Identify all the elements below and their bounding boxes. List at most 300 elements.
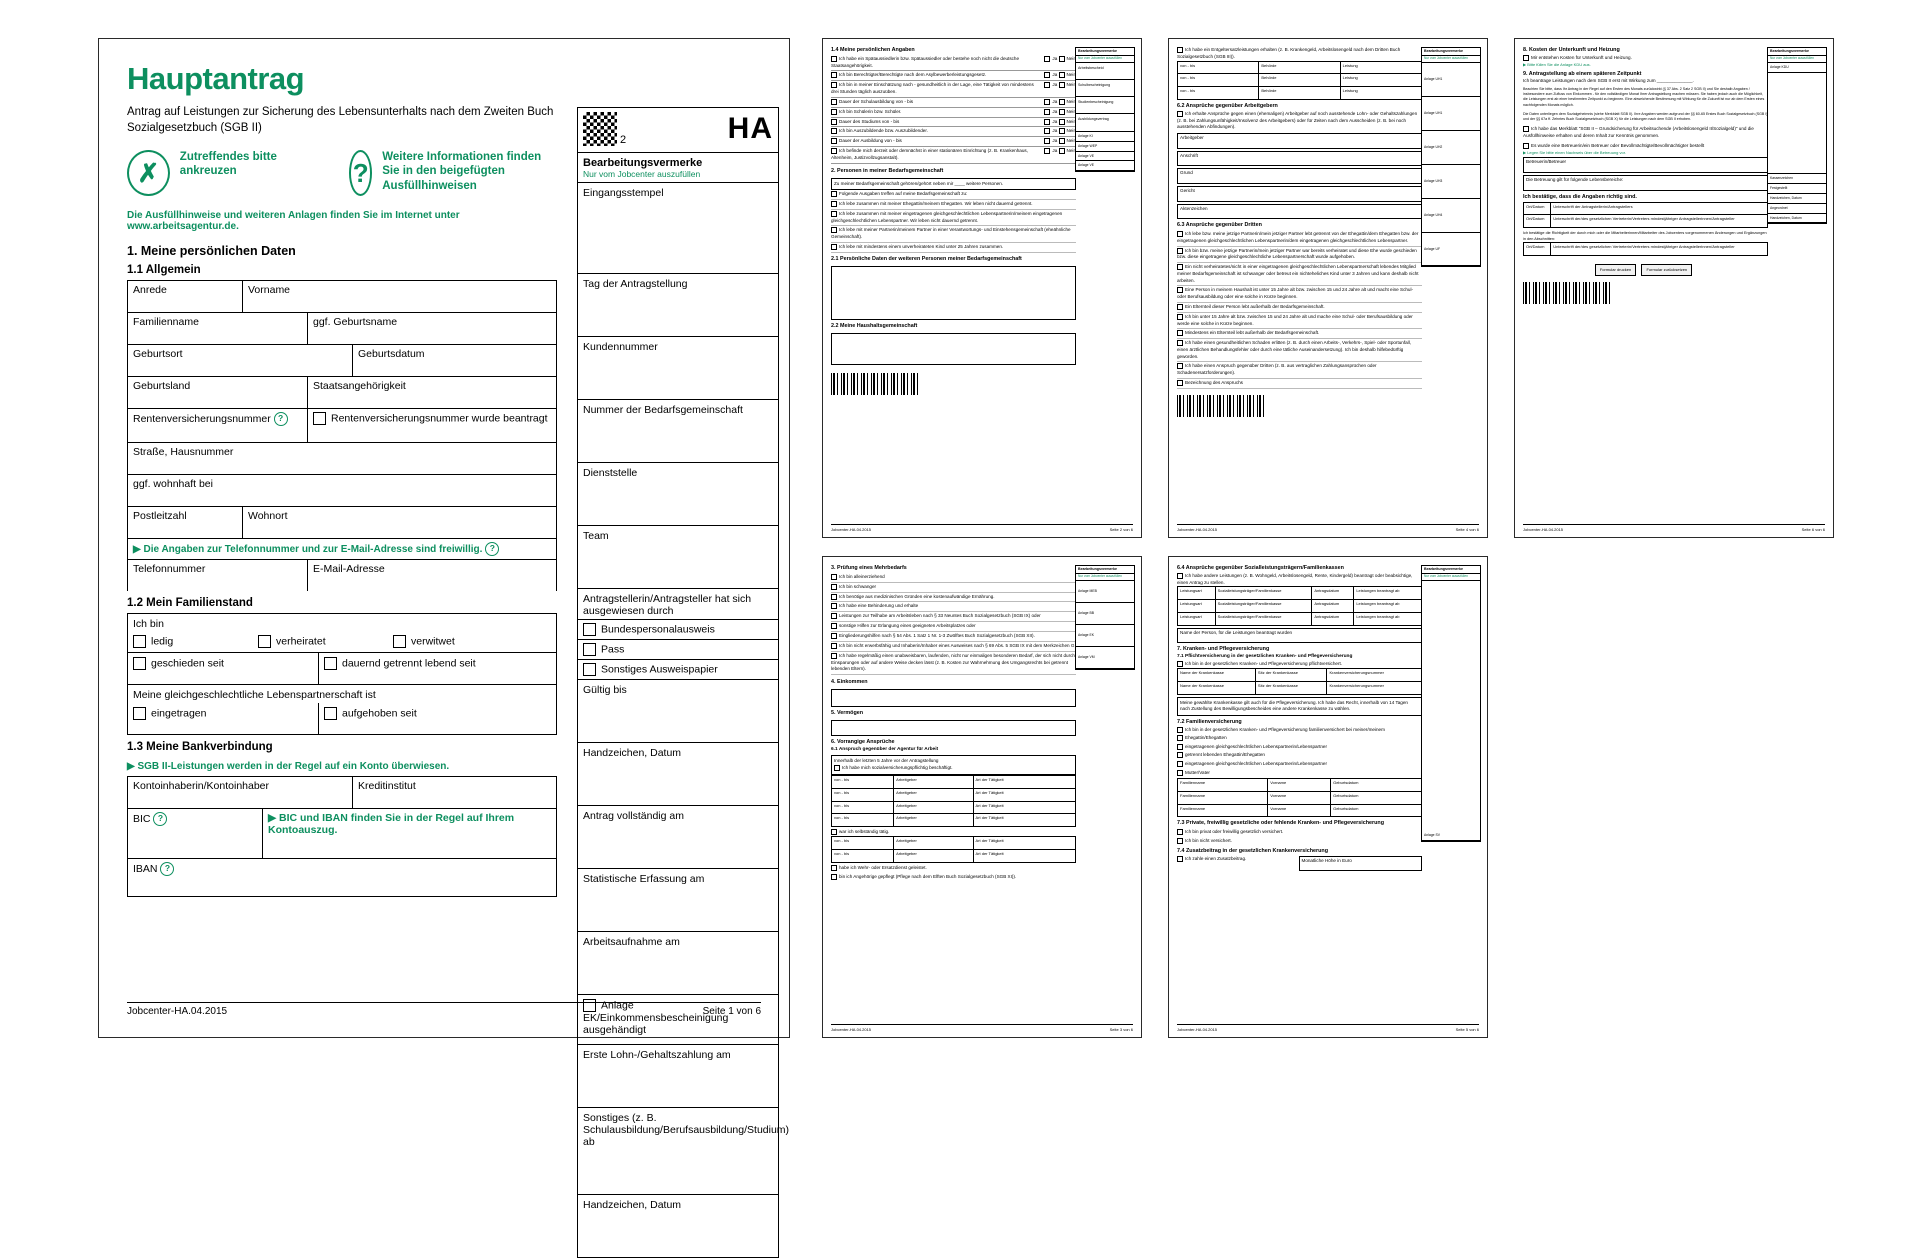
page2-row[interactable] [831,81,1076,98]
anlage-entry[interactable]: Anlage VE [1076,161,1134,171]
signature-cell[interactable]: Unterschrift der/des gesetzlichen Vertreterin/Vertreters mindestjähriger Antragstellerinnen/Antragsteller [1551,243,1768,256]
checkbox-box[interactable] [1177,744,1183,750]
page2-row[interactable] [831,147,1076,164]
section-8-question[interactable]: Mir entstehen Kosten für Unterkunft und Heizung. [1523,55,1768,62]
table-row[interactable] [1178,87,1422,100]
field-email[interactable]: E-Mail-Adresse [313,563,385,576]
table-row[interactable] [832,814,1076,827]
checkbox-box[interactable] [831,623,837,629]
page4-item[interactable]: Ich habe einen Anspruch gegenüber Dritten (z. B. aus vertraglichen Zahlungsansprüchen oder Schadenersatzforderungen). [1177,362,1422,379]
checkbox-box[interactable] [1044,99,1050,105]
versicherung-option[interactable]: Ich bin nicht versichert. [1177,837,1422,846]
checkbox-box[interactable] [1059,109,1065,115]
checkbox-box[interactable] [1177,735,1183,741]
field-lebensbereiche[interactable]: Die Betreuung gilt für folgende Lebensbereiche: [1523,175,1768,191]
checkbox-box[interactable] [1177,231,1183,237]
table-cell[interactable]: Sozialleistungsträger/Familienkasse [1215,612,1312,625]
page3-item[interactable]: Ich bin schwanger [831,583,1076,593]
checkbox-box[interactable] [1044,138,1050,144]
checkbox-geschieden-seit[interactable]: geschieden seit [128,653,319,684]
anlage-entry[interactable]: Anlage KI [1076,132,1134,142]
page2-row[interactable] [831,71,1076,81]
checkbox-box[interactable] [1177,573,1183,579]
field-schulbescheinigung[interactable]: Schulbescheinigung [1076,80,1134,97]
field-bg-nummer[interactable]: Nummer der Bedarfsgemeinschaft [578,400,778,463]
familienversicherung-option[interactable]: eingetragenen gleichgeschlechtlichen Lebenspartnerin/Lebenspartner [1177,743,1422,752]
checkbox-box[interactable] [1059,148,1065,154]
checkbox-box[interactable] [1177,761,1183,767]
table-cell[interactable]: von - bis [832,801,894,814]
row-yesno[interactable]: Ja Nein [1044,119,1076,126]
table-cell[interactable]: Leistungsart [1178,600,1216,613]
checkbox-box[interactable] [831,119,837,125]
field-kontoinhaber[interactable]: Kontoinhaberin/Kontoinhaber [128,777,353,808]
checkbox-box[interactable] [831,829,837,835]
page4-item[interactable]: Ich lebe bzw. meine jetzige Partnerin/mein jetziger Partner lebt getrennt von der Ehegattin/dem Ehegatten bzw. der eingetragenen gleichgeschlechtlichen Lebenspartnerin/dem eingetragenen gleichgeschlechtlichen Lebenspartner. [1177,230,1422,247]
table-cell[interactable]: Arbeitgeber [894,849,973,862]
table-cell[interactable]: Art der Tätigkeit [973,849,1076,862]
table-cell[interactable]: Familienname [1178,804,1268,817]
checkbox-box[interactable] [831,201,837,207]
checkbox-verwitwet[interactable]: verwitwet [388,631,460,652]
checkbox-box[interactable] [1177,727,1183,733]
table-cell[interactable]: Vorname [1268,804,1331,817]
unterschriften-tabelle-2[interactable] [1523,242,1768,256]
checkbox-aufgehoben-seit[interactable]: aufgehoben seit [319,703,556,734]
checkbox-box[interactable] [831,633,837,639]
row-yesno[interactable]: Ja Nein [1044,109,1076,116]
arbeitgeber-feld[interactable]: Gericht [1177,186,1422,202]
checkbox-sonstiges-ausweispapier[interactable]: Sonstiges Ausweispapier [578,660,778,680]
anlage-entry[interactable]: Anlage VE [1076,152,1134,162]
field-geburtsort[interactable]: Geburtsort [128,345,353,376]
checkbox-box[interactable] [831,72,837,78]
checkbox-box[interactable] [831,594,837,600]
option-pflege[interactable]: bin ich Angehörige gepflegt (Pflege nach dem Elften Buch Sozialgesetzbuch (SGB XI)). [831,874,1076,881]
checkbox-box[interactable] [1177,838,1183,844]
table-cell[interactable]: von - bis [832,849,894,862]
checkbox-box[interactable] [1177,829,1183,835]
help-icon[interactable]: ? [153,812,167,826]
page2-item[interactable]: Ich lebe zusammen mit meiner eingetragenen gleichgeschlechtlichen Lebenspartnerin/meinem eingetragenen gleichgeschlechtlichen Lebenspartner. Wir leben nicht dauernd getrennt. [831,210,1076,227]
help-icon[interactable]: ? [485,542,499,556]
table-cell[interactable]: Leistungsart [1178,612,1216,625]
section-7-1-question[interactable]: Ich bin in der gesetzlichen Kranken- und Pflegeversicherung pflichtversichert. [1177,661,1422,668]
table-row[interactable] [1524,243,1768,256]
anlage-entry[interactable]: Anlage UH1 [1422,97,1480,131]
page4-item[interactable]: Mindestens ein Elternteil lebt außerhalb der Bedarfsgemeinschaft. [1177,329,1422,339]
anlage-entry[interactable]: Anlage UH3 [1422,165,1480,199]
table-row[interactable] [1178,74,1422,87]
anlage-entry[interactable]: Anlage SV [1422,831,1480,841]
anlage-entry[interactable]: Anlage VM [1076,647,1134,669]
anlage-entry[interactable]: Anlage UF [1422,233,1480,267]
checkbox-box[interactable] [1044,119,1050,125]
checkbox-box[interactable] [831,227,837,233]
checkbox-box[interactable] [1177,314,1183,320]
checkbox-box[interactable] [313,412,326,425]
betreuung-checkbox[interactable]: Es wurde eine Betreuerin/ein Betreuer oder Bevollmächtigte/Bevollmächtigter bestellt [1523,143,1768,150]
page2-item[interactable]: Ich lebe zusammen mit meiner Ehegattin/meinem Ehegatten. Wir leben nicht dauernd getrennt. [831,200,1076,210]
page2-row[interactable] [831,108,1076,118]
checkbox-box[interactable] [1177,856,1183,862]
page4-item[interactable]: Ich bin unter 15 Jahre alt bzw. zwischen 15 und 24 Jahre alt und mache eine Schul- oder Berufsausbildung oder werde eine solche in Kürze beginnen. [1177,313,1422,330]
checkbox-box[interactable] [1523,126,1529,132]
checkbox-box[interactable] [583,643,596,656]
checkbox-box[interactable] [1044,109,1050,115]
checkbox-box[interactable] [1177,111,1183,117]
table-cell[interactable]: Arbeitgeber [894,814,973,827]
checkbox-rvnr-beantragt[interactable]: Rentenversicherungsnummer wurde beantragt [308,409,556,442]
checkbox-box[interactable] [831,56,837,62]
page3-item[interactable]: Ich bin nicht erwerbsfähig und Inhaberin/Inhaber eines Ausweises nach § 69 Abs. 5 SGB IX mit dem Merkzeichen G [831,642,1076,652]
familienversicherung-option[interactable]: Mutter/Vater [1177,769,1422,778]
checkbox-box[interactable] [831,82,837,88]
checkbox-box[interactable] [831,109,837,115]
field-arbeitsaufnahme[interactable]: Arbeitsaufnahme am [578,932,778,995]
checkbox-box[interactable] [1177,380,1183,386]
checkbox-getrennt-lebend-seit[interactable]: dauernd getrennt lebend seit [319,653,556,684]
section-6-2-text[interactable]: Ich erhalte Ansprüche gegen einen (ehemaligen) Arbeitgeber auf noch ausstehende Lohn- oder Gehaltszahlungen (z. B. bei Zahlungsunfähigkeit/Insolvenz des Arbeitgebers) oder für Zeiten nach dem Ausscheiden (z. B. bei noch ausstehenden Abfindungen). [1177,110,1418,130]
checkbox-bundespersonalausweis[interactable]: Bundespersonalausweis [578,620,778,640]
anlage-entry[interactable]: Anlage KDU [1768,63,1826,73]
krankenkasse-tabelle[interactable] [1177,668,1422,695]
page2-row[interactable] [831,118,1076,128]
table-cell[interactable]: von - bis [832,788,894,801]
section-4-box[interactable] [831,689,1076,707]
table-cell[interactable]: Antragsdatum [1312,612,1354,625]
checkbox-box[interactable] [831,99,837,105]
page3-item[interactable]: Ich habe eine Behinderung und erhalte [831,602,1076,612]
page4-top-question[interactable]: Ich habe ein Entgeltersatzleistungen erhalten (z. B. Krankengeld, Arbeitslosengeld nach dem Dritten Buch Sozialgesetzbuch (SGB III)). [1177,47,1401,59]
table-cell[interactable]: Behörde [1259,74,1340,87]
field-geburtsdatum[interactable]: Geburtsdatum [358,348,425,361]
row-yesno[interactable]: Ja Nein [1044,99,1076,106]
checkbox-box[interactable] [1177,752,1183,758]
table-cell[interactable]: Krankenversicherungsnummer [1327,681,1422,694]
field-anrede[interactable]: Anrede [128,281,243,312]
checkbox-box[interactable] [831,603,837,609]
page4-item[interactable]: Ein Elternteil dieser Person lebt außerhalb der Bedarfsgemeinschaft. [1177,303,1422,313]
checkbox-box[interactable] [831,653,837,659]
section-6-1-question[interactable]: Ich habe mich sozialversicherungspflichtig beschäftigt. [834,765,1073,772]
checkbox-box[interactable] [1044,148,1050,154]
checkbox-box[interactable] [133,707,146,720]
page4-item[interactable]: Ich habe einen gesundheitlichen Schaden erlitten (z. B. durch einen Arbeits-, Verkehrs-, Spiel- oder Sportunfall, einen ärztlichen Behandlungsfehler oder durch eine tätliche Auseinandersetzung). Ich bin deshalb hilfebedürftig geworden. [1177,339,1422,362]
row-yesno[interactable]: Ja Nein [1044,56,1076,70]
checkbox-box[interactable] [1523,55,1529,61]
field-geburtsland[interactable]: Geburtsland [128,377,308,408]
checkbox-box[interactable] [831,244,837,250]
checkbox-box[interactable] [1177,248,1183,254]
table-cell[interactable]: Arbeitgeber [894,801,973,814]
anlage-entry[interactable]: Anlage UH4 [1422,199,1480,233]
field-rentenversicherungsnummer[interactable]: Rentenversicherungsnummer ? [128,409,308,442]
table-header-cell: von - bis [832,775,894,788]
table-cell[interactable]: von - bis [1178,87,1259,100]
selbstaendig-tabelle[interactable] [831,836,1076,863]
familienversicherung-option[interactable]: getrennt lebenden Ehegattin/Ehegatten [1177,751,1422,760]
anlage-entry[interactable]: Anlage UH2 [1422,131,1480,165]
table-cell[interactable]: Leistung [1340,74,1421,87]
checkbox-verheiratet[interactable]: verheiratet [253,631,388,652]
table-cell[interactable]: von - bis [832,814,894,827]
table-cell[interactable]: Vorname [1268,791,1331,804]
field-zusatzbeitrag-hoehe[interactable]: Monatliche Höhe in Euro [1299,856,1423,871]
field-erste-lohnzahlung[interactable]: Erste Lohn-/Gehaltszahlung am [578,1045,778,1108]
checkbox-anlage-ek[interactable]: Anlage EK/Einkommensbescheinigung ausgehändigt [578,995,778,1045]
signature-cell[interactable]: Ort/Datum [1524,202,1551,215]
checkbox-box[interactable] [1177,363,1183,369]
table-row[interactable] [1178,791,1422,804]
section-5-box[interactable] [831,720,1076,736]
field-dienststelle[interactable]: Dienststelle [578,463,778,526]
field-iban[interactable]: IBAN ? [128,859,556,896]
leistungen-tabelle[interactable] [1177,586,1422,625]
checkbox-box[interactable] [1523,143,1529,149]
row-yesno[interactable]: Ja Nein [1044,128,1076,135]
checkbox-box[interactable] [324,707,337,720]
anlage-entry[interactable]: Anlage WEP [1076,142,1134,152]
anlage-entry[interactable]: Anlage BB [1076,603,1134,625]
page-subtitle: Antrag auf Leistungen zur Sicherung des Lebensunterhalts nach dem Zweiten Buch Sozialgesetzbuch (SGB II) [127,106,554,134]
anlage-entry[interactable]: Anlage EK [1076,625,1134,647]
arbeitgeber-feld[interactable]: Arbeitgeber [1177,133,1422,149]
checkbox-box[interactable] [831,865,837,871]
field-wohnort[interactable]: Wohnort [248,510,288,523]
checkbox-box[interactable] [834,765,840,771]
field-betreuer[interactable]: Betreuerin/Betreuer [1523,157,1768,173]
row-yesno[interactable]: Ja Nein [1044,138,1076,145]
field-gueltig-bis[interactable]: Gültig bis [578,680,778,743]
field-wohnhaft-bei[interactable]: ggf. wohnhaft bei [133,478,213,491]
page2-item[interactable]: Ich lebe mit meiner Partnerin/meinem Partner in einer Verantwortungs- und Einstehensgemeinschaft (eheähnliche Gemeinschaft). [831,226,1076,243]
merkblatt-confirm[interactable]: Ich habe das Merkblatt "SGB II – Grundsicherung für Arbeitsuchende (Arbeitslosengeld II/Sozialgeld)" und die Ausfüllhinweise erhalten und deren Inhalt zur Kenntnis genommen. [1523,126,1754,139]
page3-item[interactable]: Ich bin alleinerziehend [831,573,1076,583]
table-cell[interactable]: Antragsdatum [1312,600,1354,613]
table-row[interactable] [832,801,1076,814]
checkbox-box[interactable] [1177,330,1183,336]
signature-cell[interactable]: Ort/Datum [1524,215,1551,228]
field-studienbescheinigung[interactable]: Studienbescheinigung [1076,97,1134,114]
table-row[interactable] [1524,215,1768,228]
familienversicherung-option[interactable]: eingetragenen gleichgeschlechtlichen Lebenspartnerin/Lebenspartner [1177,760,1422,769]
arbeitgeber-feld[interactable]: Aktenzeichen [1177,204,1422,220]
checkbox-box[interactable] [831,643,837,649]
checkbox-box[interactable] [258,635,271,648]
checkbox-box[interactable] [1044,82,1050,88]
table-row[interactable] [1178,681,1422,694]
page2-row[interactable] [831,55,1076,72]
checkbox-box[interactable] [831,138,837,144]
versicherung-option[interactable]: Ich bin privat oder freiwillig gesetzlich versichert. [1177,828,1422,837]
page4-item[interactable]: Eine Person in meinem Haushalt ist unter 15 Jahre alt bzw. zwischen 15 und 24 Jahre alt und macht eine Schul- oder Berufsausbildung oder eine solche in Kürze beginnen. [1177,286,1422,303]
signature-cell[interactable]: Ort/Datum [1524,243,1551,256]
checkbox-box[interactable] [831,613,837,619]
arbeitgeber-felder[interactable] [1177,133,1422,219]
field-familienname[interactable]: Familienname [128,313,308,344]
field-kundennummer[interactable]: Kundennummer [578,337,778,400]
familienversicherung-tabelle[interactable] [1177,778,1422,817]
unterschriften-tabelle[interactable] [1523,202,1768,229]
anlage-entry[interactable]: Anlage UH1 [1422,63,1480,97]
table-row[interactable] [1178,612,1422,625]
table-cell[interactable]: Art der Tätigkeit [973,788,1076,801]
checkbox-box[interactable] [583,623,596,636]
page2-item[interactable]: Ich lebe mit mindestens einem unverheirateten Kind unter 25 Jahren zusammen. [831,243,1076,253]
field-ausbildungsvertrag[interactable]: Ausbildungsvertrag [1076,114,1134,131]
kasse-feld[interactable]: Handzeichen, Datum [1768,214,1826,224]
checkbox-box[interactable] [1177,304,1183,310]
table-cell[interactable]: Geburtsdatum [1331,791,1422,804]
checkbox-box[interactable] [831,191,837,197]
table-cell[interactable]: von - bis [1178,74,1259,87]
checkbox-box[interactable] [831,148,837,154]
page4-item[interactable]: Ich bin bzw. meine jetzige Partnerin/mein jetziger Partner war bereits verheiratet und diese Ehe wurde geschieden bzw. diese eingetragene gleichgeschlechtliche Lebenspartnerschaft wurde aufgehoben. [1177,247,1422,264]
field-name-person[interactable]: Name der Person, für die Leistungen beantragt wurden [1177,628,1422,644]
kasse-feld[interactable]: Kassenzeichen [1768,174,1826,184]
print-form-button[interactable]: Formular drucken [1595,264,1636,276]
beschaeftigungs-tabelle[interactable] [831,775,1076,827]
page4-item[interactable]: Ein nicht verheiratetes/nicht in einer eingetragenen gleichgeschlechtlichen Lebenspartnerschaft lebendes Mitglied meiner Bedarfsgemeinschaft ist schwanger oder betreut ein nichteheliches Kind unter 3 Jahren und kann deshalb nicht arbeiten. [1177,263,1422,286]
page3-item[interactable]: Ich habe regelmäßig einen unabweisbaren, laufenden, nicht nur einmaligen besonderen Bedarf, der sich nicht durch Einsparungen oder auf andere Weise decken lässt (z. B. Kosten zur Wahrnehmung des Umgangsrechts bei getrennt lebenden Eltern). [831,652,1076,675]
checkbox-box[interactable] [1044,56,1050,62]
checkbox-eingetragen[interactable]: eingetragen [128,703,319,734]
table-cell[interactable]: Leistungen beantragt ab [1354,612,1422,625]
checkbox-box[interactable] [1044,72,1050,78]
signature-cell[interactable]: Unterschrift der Antragstellerin/Antragstellers [1551,202,1768,215]
row-yesno[interactable]: Ja Nein [1044,148,1076,162]
checkbox-box[interactable] [393,635,406,648]
arbeitgeber-feld[interactable]: Anschrift [1177,151,1422,167]
checkbox-pass[interactable]: Pass [578,640,778,660]
familienversicherung-option[interactable]: Ehegattin/Ehegatten [1177,734,1422,743]
table-cell[interactable]: Behörde [1259,87,1340,100]
checkbox-box[interactable] [1059,72,1065,78]
table-cell[interactable]: Familienname [1178,791,1268,804]
checkbox-ledig[interactable]: ledig [128,631,253,652]
help-icon[interactable]: ? [274,412,288,426]
anlage-entry[interactable]: Anlage MEB [1076,581,1134,603]
checkbox-box[interactable] [831,874,837,880]
row-yesno[interactable]: Ja Nein [1044,82,1076,96]
checkbox-box[interactable] [831,574,837,580]
field-vorname[interactable]: Vorname [248,284,291,297]
section-2-2-box[interactable] [831,333,1076,365]
page2-row[interactable] [831,127,1076,137]
signature-cell[interactable]: Unterschrift der/des gesetzlichen Vertreterin/Vertreters mindestjähriger Antragstellerinnen/Antragsteller [1551,215,1768,228]
page2-row[interactable] [831,137,1076,147]
field-antrag-vollstaendig[interactable]: Antrag vollständig am [578,806,778,869]
field-statistische-erfassung[interactable]: Statistische Erfassung am [578,869,778,932]
page3-item[interactable]: sonstige Hilfen zur Erlangung eines geeigneten Arbeitsplatzes oder [831,622,1076,632]
page3-item[interactable]: Ich benötige aus medizinischen Gründen eine kostenaufwändige Ernährung. [831,593,1076,603]
page4-item[interactable]: Bezeichnung des Anspruchs [1177,379,1422,389]
field-arbeitsbescheid[interactable]: Arbeitsbescheid [1076,63,1134,80]
table-cell[interactable]: Leistungen beantragt ab [1354,600,1422,613]
checkbox-box[interactable] [1059,56,1065,62]
kasse-feld[interactable]: Festgestellt [1768,184,1826,194]
option-selbstaendig[interactable]: war ich selbständig tätig. [831,829,1076,836]
kasse-feld[interactable]: Handzeichen, Datum [1768,194,1826,204]
table-cell[interactable]: Leistung [1340,87,1421,100]
checkbox-box[interactable] [1059,82,1065,88]
page2-row[interactable] [831,98,1076,108]
table-row[interactable] [1178,804,1422,817]
section-6-4-item1[interactable]: Ich habe andere Leistungen (z. B. Wohngeld, Arbeitslosengeld, Rente, Kindergeld) beantragt oder beabsichtige, einen Antrag zu stellen. [1177,573,1413,585]
section-7-4-question[interactable]: Ich zahle einen Zusatzbeitrag. [1177,856,1295,871]
field-sonstiges-ab[interactable]: Sonstiges (z. B. Schulausbildung/Berufsausbildung/Studium) ab [578,1108,778,1195]
checkbox-box[interactable] [1177,661,1183,667]
checkbox-box[interactable] [1059,128,1065,134]
table-row[interactable] [1524,202,1768,215]
page3-item[interactable]: Leistungen zur Teilhabe am Arbeitsleben nach § 33 Neuntes Buch Sozialgesetzbuch (SGB IX) oder [831,612,1076,622]
table-cell[interactable]: Sitz der Krankenkasse [1255,681,1327,694]
row-text: Ich habe ein Spätaussiedlerin bzw. Spätaussiedler oder bestehe noch nicht die deutsche Staatsangehörigkeit. [831,56,1020,68]
checkbox-box[interactable] [1044,128,1050,134]
page2-item[interactable]: Folgende Ausgaben treffen auf meine Bedarfsgemeinschaft zu: [831,190,1076,200]
section-7-2-question[interactable]: Ich bin in der gesetzlichen Kranken- und Pflegeversicherung familienversichert bei meiner/meinem [1177,727,1422,734]
checkbox-box[interactable] [1059,99,1065,105]
table-row[interactable] [1178,600,1422,613]
field-bic[interactable]: BIC ? [128,809,263,858]
field-strasse[interactable]: Straße, Hausnummer [133,446,234,459]
checkbox-box[interactable] [133,657,146,670]
table-cell[interactable]: Name der Krankenkasse [1178,681,1256,694]
option-wehrdienst[interactable]: habe ich Wehr- oder Ersatzdienst geleistet. [831,865,1076,872]
checkbox-box[interactable] [1177,47,1183,53]
table-cell[interactable]: Art der Tätigkeit [973,814,1076,827]
table-cell[interactable]: Art der Tätigkeit [973,801,1076,814]
section-2-1-box[interactable] [831,266,1076,320]
checkbox-box[interactable] [324,657,337,670]
field-geburtsname[interactable]: ggf. Geburtsname [313,316,398,329]
checkbox-box[interactable] [1177,340,1183,346]
kasse-feld[interactable]: Angeordnet [1768,204,1826,214]
field-kreditinstitut[interactable]: Kreditinstitut [358,780,416,793]
field-handzeichen-2[interactable]: Handzeichen, Datum [583,1199,682,1211]
field-handzeichen-1[interactable]: Handzeichen, Datum [578,743,778,806]
field-postleitzahl[interactable]: Postleitzahl [128,507,243,538]
checkbox-box[interactable] [1177,264,1183,270]
table-cell[interactable]: Geburtsdatum [1331,804,1422,817]
help-icon[interactable]: ? [160,862,174,876]
checkbox-box[interactable] [1177,770,1183,776]
row-yesno[interactable]: Ja Nein [1044,72,1076,79]
field-telefonnummer[interactable]: Telefonnummer [128,560,308,591]
reset-form-button[interactable]: Formular zurücksetzen [1641,264,1692,276]
checkbox-box[interactable] [831,128,837,134]
field-staatsangehoerigkeit[interactable]: Staatsangehörigkeit [313,380,406,393]
table-row[interactable] [832,788,1076,801]
checkbox-box[interactable] [831,211,837,217]
table-row[interactable] [832,849,1076,862]
field-eingangsstempel[interactable]: Eingangsstempel [578,183,778,274]
checkbox-box[interactable] [1059,138,1065,144]
checkbox-box[interactable] [1059,119,1065,125]
field-tag-der-antragstellung[interactable]: Tag der Antragstellung [578,274,778,337]
checkbox-box[interactable] [1177,287,1183,293]
arbeitgeber-feld[interactable]: Grund [1177,168,1422,184]
page3-item[interactable]: Eingliederungshilfen nach § 54 Abs. 1 Satz 1 Nr. 1-3 Zwölftes Buch Sozialgesetzbuch (SGB XII). [831,632,1076,642]
checkbox-box[interactable] [583,663,596,676]
entgeltersatz-tabelle[interactable] [1177,61,1422,100]
table-cell[interactable]: Arbeitgeber [894,788,973,801]
checkbox-box[interactable] [831,584,837,590]
checkbox-box[interactable] [133,635,146,648]
table-cell[interactable]: Sozialleistungsträger/Familienkasse [1215,600,1312,613]
field-team[interactable]: Team [578,526,778,589]
